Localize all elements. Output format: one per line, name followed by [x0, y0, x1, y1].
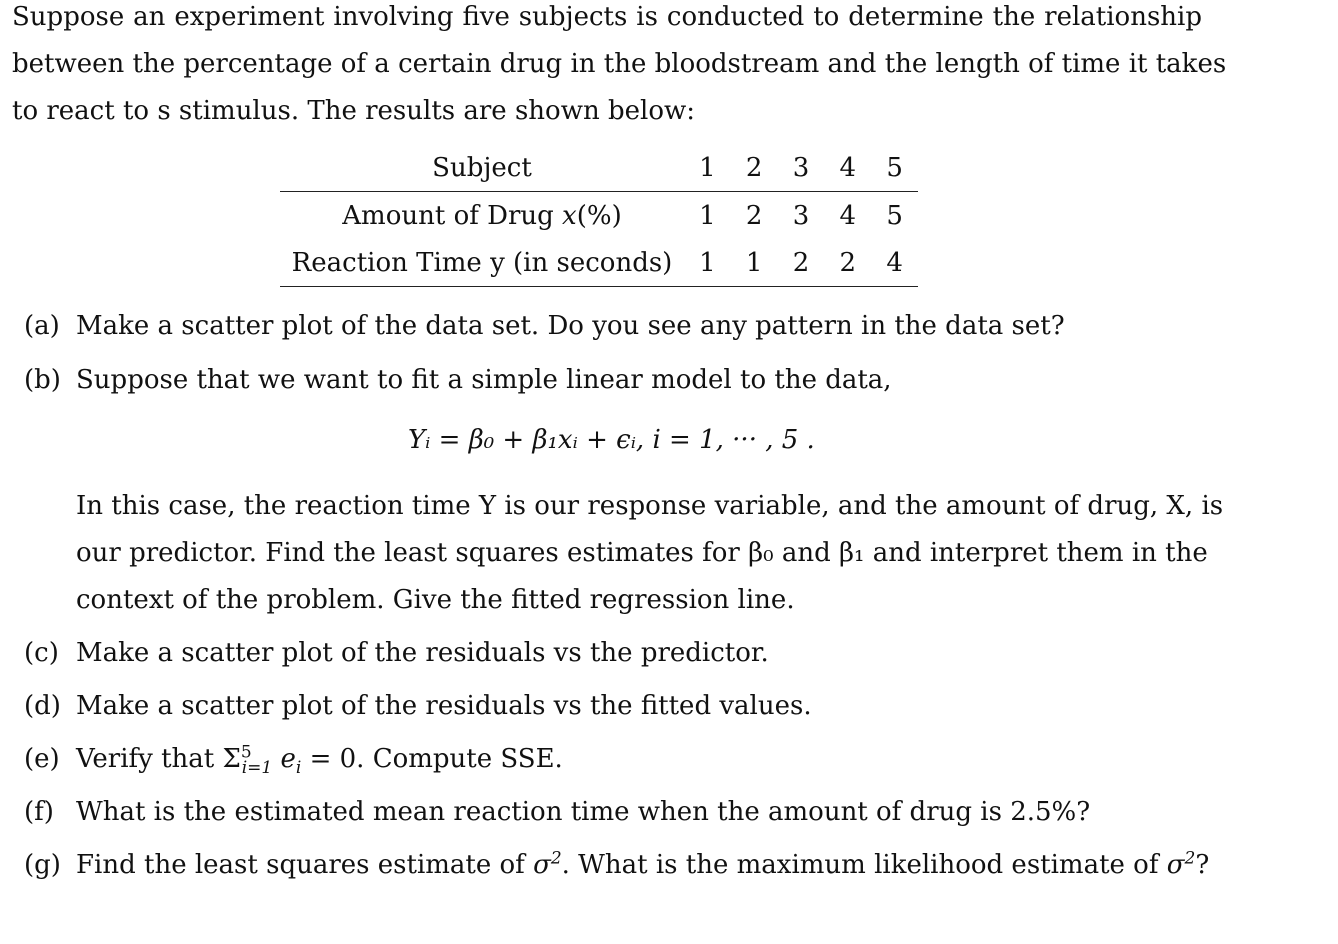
intro-paragraph: [12, 0, 1227, 135]
question-label: (g): [24, 850, 61, 880]
header-label: Subject: [280, 144, 684, 192]
question-text: Make a scatter plot of the residuals vs the fitted values.: [76, 691, 812, 721]
table-row-reaction: [280, 239, 918, 287]
table-header-row: [280, 144, 918, 192]
header-cell: 3: [778, 144, 825, 192]
header-cell: 1: [684, 144, 731, 192]
row-label-drug-suffix: (%): [576, 200, 622, 231]
question-text-prefix: Verify that: [76, 744, 223, 774]
regression-equation: Yᵢ = β₀ + β₁xᵢ + ϵᵢ, i = 1, ··· , 5 .: [408, 425, 815, 455]
sigma-squared: $\sigma^2$: [1166, 848, 1196, 880]
table-cell: 4: [871, 239, 918, 287]
question-text-suffix: ?: [1195, 850, 1210, 880]
row-label-drug: [280, 192, 684, 240]
table-row-drug: [280, 192, 918, 240]
intro-line-3: to react to s stimulus. The results are shown below:: [12, 96, 695, 126]
question-b-paragraph: [76, 483, 1224, 624]
intro-line-1: Suppose an experiment involving five subjects is conducted to determine the relationship: [12, 2, 1202, 32]
paragraph-line-3: context of the problem. Give the fitted regression line.: [76, 585, 795, 615]
question-text: Suppose that we want to fit a simple linear model to the data,: [76, 365, 892, 395]
question-e: [24, 742, 1194, 779]
question-text-suffix: = 0. Compute SSE.: [301, 744, 563, 774]
paragraph-line-1: In this case, the reaction time Y is our response variable, and the amount of drug, X, is: [76, 491, 1224, 521]
data-table: [280, 144, 918, 287]
question-g: [24, 848, 1210, 880]
question-label: (c): [24, 638, 59, 668]
table-cell: 3: [792, 200, 810, 231]
row-label-reaction: Reaction Time y (in seconds): [280, 239, 684, 287]
question-text-prefix: Find the least squares estimate of: [76, 850, 534, 880]
question-label: (e): [24, 744, 60, 774]
sigma-squared: $\sigma^2$: [533, 848, 562, 880]
question-text: What is the estimated mean reaction time when the amount of drug is 2.5%?: [76, 797, 1091, 827]
table-cell: 2: [778, 239, 825, 287]
row-label-drug-var: x: [562, 200, 577, 231]
question-label: (d): [24, 691, 61, 721]
question-b: [24, 365, 1194, 395]
header-cell: 2: [731, 144, 778, 192]
row-label-drug-prefix: Amount of Drug: [342, 200, 563, 231]
question-d: [24, 691, 1194, 721]
question-a: [24, 311, 1194, 341]
summation-expression: $\Sigma^5_{i=1}$ $e_i$: [222, 742, 302, 779]
question-f: [24, 797, 1194, 827]
table-cell: 1: [731, 239, 778, 287]
question-text: Make a scatter plot of the data set. Do you see any pattern in the data set?: [76, 311, 1065, 341]
table-cell: 4: [839, 200, 857, 231]
question-label: (b): [24, 365, 61, 395]
question-label: (f): [24, 797, 54, 827]
question-text-mid: . What is the maximum likelihood estimate of: [561, 850, 1167, 880]
question-text: Make a scatter plot of the residuals vs the predictor.: [76, 638, 769, 668]
paragraph-line-2: our predictor. Find the least squares estimates for β₀ and β₁ and interpret them in the: [76, 538, 1208, 568]
question-label: (a): [24, 311, 60, 341]
table-cell: 2: [745, 200, 763, 231]
question-c: [24, 638, 1194, 668]
table-cell: 2: [824, 239, 871, 287]
header-cell: 5: [871, 144, 918, 192]
intro-line-2: between the percentage of a certain drug in the bloodstream and the length of time it takes: [12, 49, 1227, 79]
table-cell: 1: [699, 200, 716, 231]
header-cell: 4: [824, 144, 871, 192]
table-cell: 1: [684, 239, 731, 287]
table-cell: 5: [886, 200, 903, 231]
